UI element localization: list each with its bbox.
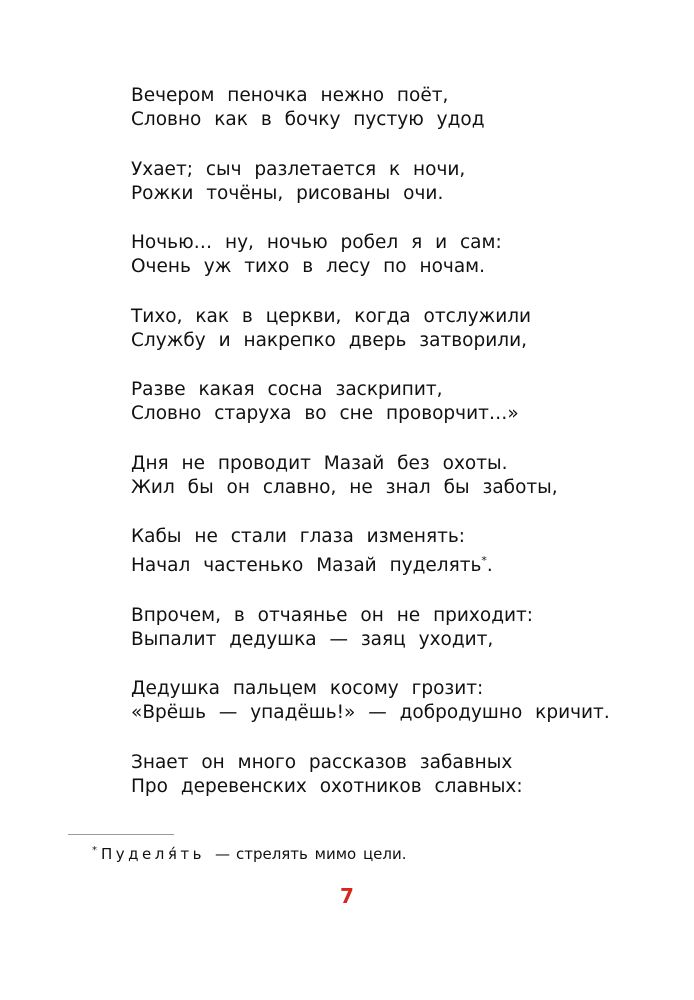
- poem-line-with-footnote: [131, 549, 651, 578]
- poem-line: Очень уж тихо в лесу по ночам.: [131, 256, 485, 277]
- poem-line: Впрочем, в отчаянье он не приходит:: [131, 604, 534, 626]
- stanza-3: [131, 231, 651, 279]
- poem-line: «Врёшь — упадёшь!» — добродушно кричит.: [131, 702, 610, 723]
- poem-line-text: Начал частенько Мазай пуделять: [131, 555, 482, 576]
- poem-line: Службу и накрепко дверь затворили,: [131, 329, 527, 351]
- poem-line: Разве какая сосна заскрипит,: [131, 379, 443, 400]
- poem-line: Ночью… ну, ночью робел я и сам:: [131, 232, 502, 253]
- footnote-divider: [68, 834, 174, 835]
- footnote-definition: стрелять мимо цели.: [235, 845, 407, 863]
- footnote-dash: —: [214, 845, 230, 863]
- stanza-6: [131, 452, 651, 500]
- poem-line: Кабы не стали глаза изменять:: [131, 526, 466, 547]
- poem: [131, 84, 651, 824]
- footnote: [92, 840, 407, 865]
- poem-line: Выпалит дедушка — заяц уходит,: [131, 628, 494, 650]
- stanza-5: [131, 378, 651, 426]
- poem-line: Тихо, как в церкви, когда отслужили: [131, 305, 532, 327]
- poem-line: Ухает; сыч разлетается к ночи,: [131, 158, 466, 180]
- poem-line: Знает он много рассказов забавных: [131, 751, 513, 773]
- poem-line: Дня не проводит Мазай без охоты.: [131, 452, 508, 474]
- stanza-8: [131, 604, 651, 652]
- poem-line: Про деревенских охотников славных:: [131, 775, 523, 797]
- stanza-1: [131, 84, 651, 132]
- poem-line: Вечером пеночка нежно поёт,: [131, 85, 449, 106]
- footnote-term: Пуделя́ть: [101, 845, 205, 863]
- poem-line: Жил бы он славно, не знал бы заботы,: [131, 476, 558, 498]
- stanza-9: [131, 677, 651, 725]
- stanza-7: [131, 525, 651, 578]
- footnote-reference: *: [481, 554, 487, 567]
- stanza-2: [131, 158, 651, 206]
- poem-line: Рожки точёны, рисованы очи.: [131, 182, 444, 204]
- poem-line: Словно как в бочку пустую удод: [131, 109, 485, 130]
- line-end-period: .: [486, 555, 493, 576]
- poem-line: Словно старуха во сне проворчит…»: [131, 403, 519, 424]
- stanza-10: [131, 751, 651, 799]
- page-number: 7: [340, 884, 354, 908]
- stanza-4: [131, 305, 651, 353]
- footnote-mark: *: [92, 845, 97, 856]
- poem-line: Дедушка пальцем косому грозит:: [131, 678, 484, 699]
